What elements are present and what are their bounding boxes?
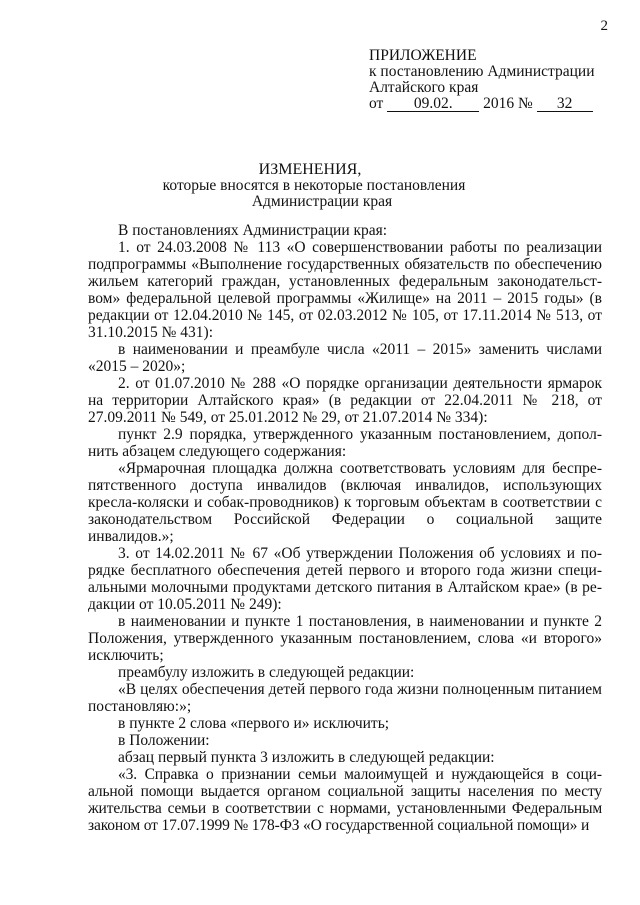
paragraph-item-3-quote: «В целях обеспечения детей первого года жизни полноценным питанием постановляю:»;	[88, 681, 602, 715]
document-body	[88, 222, 602, 834]
page-number: 2	[600, 18, 608, 34]
paragraph-item-3: 3. от 14.02.2011 № 67 «Об утверждении Положения об условиях и порядке бесплатного обеспечения детей первого и второго года жизни специальными молочными продуктами детского питания в Алтайском крае» (в редакции от 10.05.2011 № 249):	[88, 545, 602, 613]
from-label: от	[369, 95, 384, 112]
paragraph-item-3-change-2: преамбулу изложить в следующей редакции:	[118, 664, 415, 681]
heading-subtitle-line-2: Администрации края	[251, 193, 393, 210]
appendix-header	[369, 48, 609, 112]
heading-subtitle-line-1: которые вносятся в некоторые постановления	[162, 177, 466, 194]
appendix-title: ПРИЛОЖЕНИЕ	[369, 47, 477, 64]
appendix-date-line	[369, 96, 609, 112]
paragraph-intro: В постановлениях Администрации края:	[118, 222, 388, 239]
appendix-line-1: к постановлению Администрации	[369, 63, 595, 80]
resolution-year: 2016 №	[483, 95, 533, 112]
appendix-line-2: Алтайского края	[369, 79, 479, 96]
document-heading	[0, 162, 640, 210]
paragraph-item-3-regulation: в Положении:	[118, 732, 210, 749]
paragraph-item-1: 1. от 24.03.2008 № 113 «О совершенствовании работы по реализации подпрограммы «Выполнение государственных обязательств по обеспечению жильем категорий граждан, установленных федеральным законодательством» федеральной целевой программы «Жилище» на 2011 – 2015 годы» (в редакции от 12.04.2010 № 145, от 02.03.2012 № 105, от 17.11.2014 № 513, от 31.10.2015 № 431):	[88, 239, 602, 341]
paragraph-item-1-change: в наименовании и преамбуле числа «2011 – 2015» заменить числами «2015 – 2020»;	[88, 341, 602, 375]
paragraph-item-3-change-1: в наименовании и пункте 1 постановления, в наименовании и пункте 2 Положения, утвержденного указанным постановлением, слова «и второго» исключить;	[88, 613, 602, 664]
paragraph-item-2-quote: «Ярмарочная площадка должна соответствовать условиям для беспрепятственного доступа инвалидов (включая инвалидов, использующих кресла-коляски и собак-проводников) к торговым объектам в соответствии с законодательством Российской Федерации о социальной защите инвалидов.»;	[88, 460, 602, 545]
resolution-number: 32	[537, 97, 593, 112]
heading-title: ИЗМЕНЕНИЯ,	[258, 161, 362, 178]
paragraph-item-2-change: пункт 2.9 порядка, утвержденного указанным постановлением, дополнить абзацем следующего содержания:	[88, 426, 602, 460]
paragraph-item-3-quote-2: «3. Справка о признании семьи малоимущей и нуждающейся в социальной помощи выдается органом социальной защиты населения по месту жительства семьи в соответствии с нормами, установленными Федеральным законом от 17.07.1999 № 178-ФЗ «О государственной социальной помощи» и	[88, 766, 602, 834]
paragraph-item-3-change-3: в пункте 2 слова «первого и» исключить;	[118, 715, 390, 732]
paragraph-item-3-change-4: абзац первый пункта 3 изложить в следующей редакции:	[118, 749, 495, 766]
paragraph-item-2: 2. от 01.07.2010 № 288 «О порядке организации деятельности ярмарок на территории Алтайского края» (в редакции от 22.04.2011 № 218, от 27.09.2011 № 549, от 25.01.2012 № 29, от 21.07.2014 № 334):	[88, 375, 602, 426]
resolution-date: 09.02.	[387, 97, 479, 112]
